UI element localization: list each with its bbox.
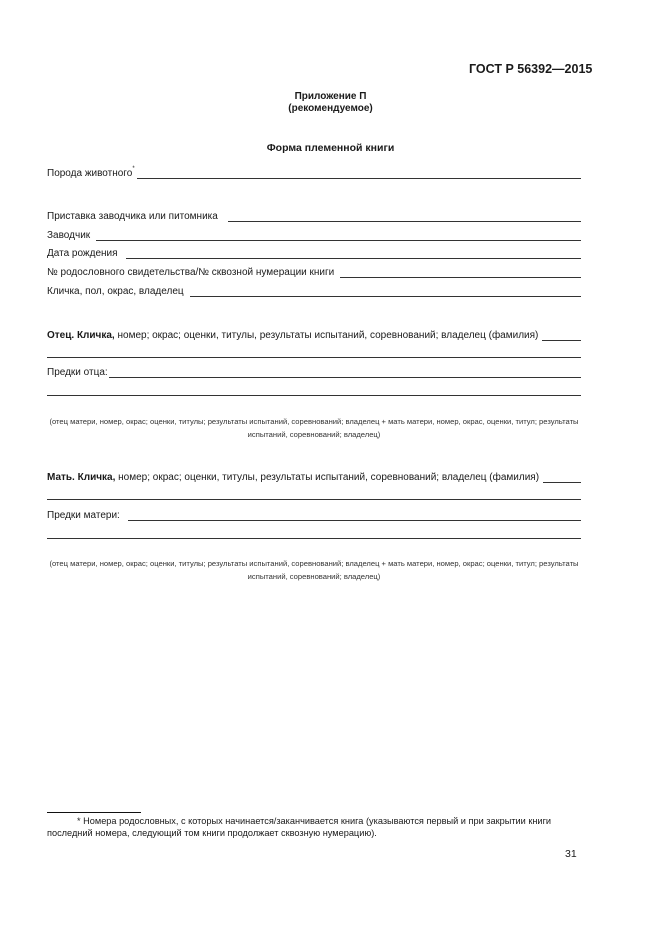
footnote: * Номера родословных, с которых начинается/заканчивается книга (указываются первый и при закрытии книги последний номера, следующий том книги продолжает сквозную нумерацию). (47, 816, 552, 838)
name-input-line[interactable] (190, 285, 581, 297)
birth-date-field (47, 245, 581, 259)
document-code: ГОСТ Р 56392—2015 (469, 62, 593, 76)
appendix-subtitle: (рекомендуемое) (288, 103, 373, 114)
name-field (47, 283, 581, 297)
father-ancestors-extra-line[interactable] (47, 395, 581, 396)
birth-date-input-line[interactable] (126, 247, 581, 259)
mother-input-line[interactable] (543, 471, 581, 483)
breeder-label: Заводчик (47, 230, 91, 241)
father-ancestors-input-line[interactable] (109, 366, 581, 378)
name-label: Кличка, пол, окрас, владелец (47, 286, 184, 297)
footnote-rule (47, 812, 141, 813)
father-ancestors-label: Предки отца: (47, 367, 108, 378)
pedigree-number-field (47, 264, 581, 278)
mother-ancestors-field (47, 507, 581, 521)
form-title: Форма племенной книги (266, 142, 395, 154)
birth-date-label: Дата рождения (47, 248, 118, 259)
mother-extra-line[interactable] (47, 499, 581, 500)
footnote-mark: * (132, 166, 135, 172)
appendix-title: Приложение П (294, 91, 367, 102)
breed-label: Порода животного* (47, 166, 135, 179)
father-field (47, 327, 581, 341)
page-number: 31 (565, 848, 577, 860)
prefix-input-line[interactable] (228, 210, 581, 222)
breeder-input-line[interactable] (96, 229, 581, 241)
father-ancestors-note: (отец матери, номер, окрас; оценки, титулы; результаты испытаний, соревнований; владелец + мать матери, номер, окрас, оценки, титул; результаты испытаний, соревнований; владелец) (49, 417, 579, 439)
mother-ancestors-label: Предки матери: (47, 510, 120, 521)
father-input-line[interactable] (542, 329, 581, 341)
mother-ancestors-note: (отец матери, номер, окрас; оценки, титулы; результаты испытаний, соревнований; владелец + мать матери, номер, окрас; оценки, титул; результаты испытаний, соревнований; владелец) (49, 559, 579, 581)
prefix-field (47, 208, 581, 222)
breeder-field (47, 227, 581, 241)
mother-ancestors-extra-line[interactable] (47, 538, 581, 539)
mother-ancestors-input-line[interactable] (128, 509, 581, 521)
pedigree-number-label: № родословного свидетельства/№ сквозной нумерации книги (47, 267, 335, 278)
breed-field (47, 165, 581, 179)
breed-input-line[interactable] (137, 167, 581, 179)
mother-field (47, 469, 581, 483)
father-label: Отец. Кличка, номер; окрас; оценки, титулы, результаты испытаний, соревнований; владелец (фамилия) (47, 330, 539, 341)
father-extra-line[interactable] (47, 357, 581, 358)
father-ancestors-field (47, 364, 581, 378)
mother-label: Мать. Кличка, номер; окрас; оценки, титулы, результаты испытаний, соревнований; владелец (фамилия) (47, 472, 540, 483)
pedigree-number-input-line[interactable] (340, 266, 581, 278)
prefix-label: Приставка заводчика или питомника (47, 211, 218, 222)
